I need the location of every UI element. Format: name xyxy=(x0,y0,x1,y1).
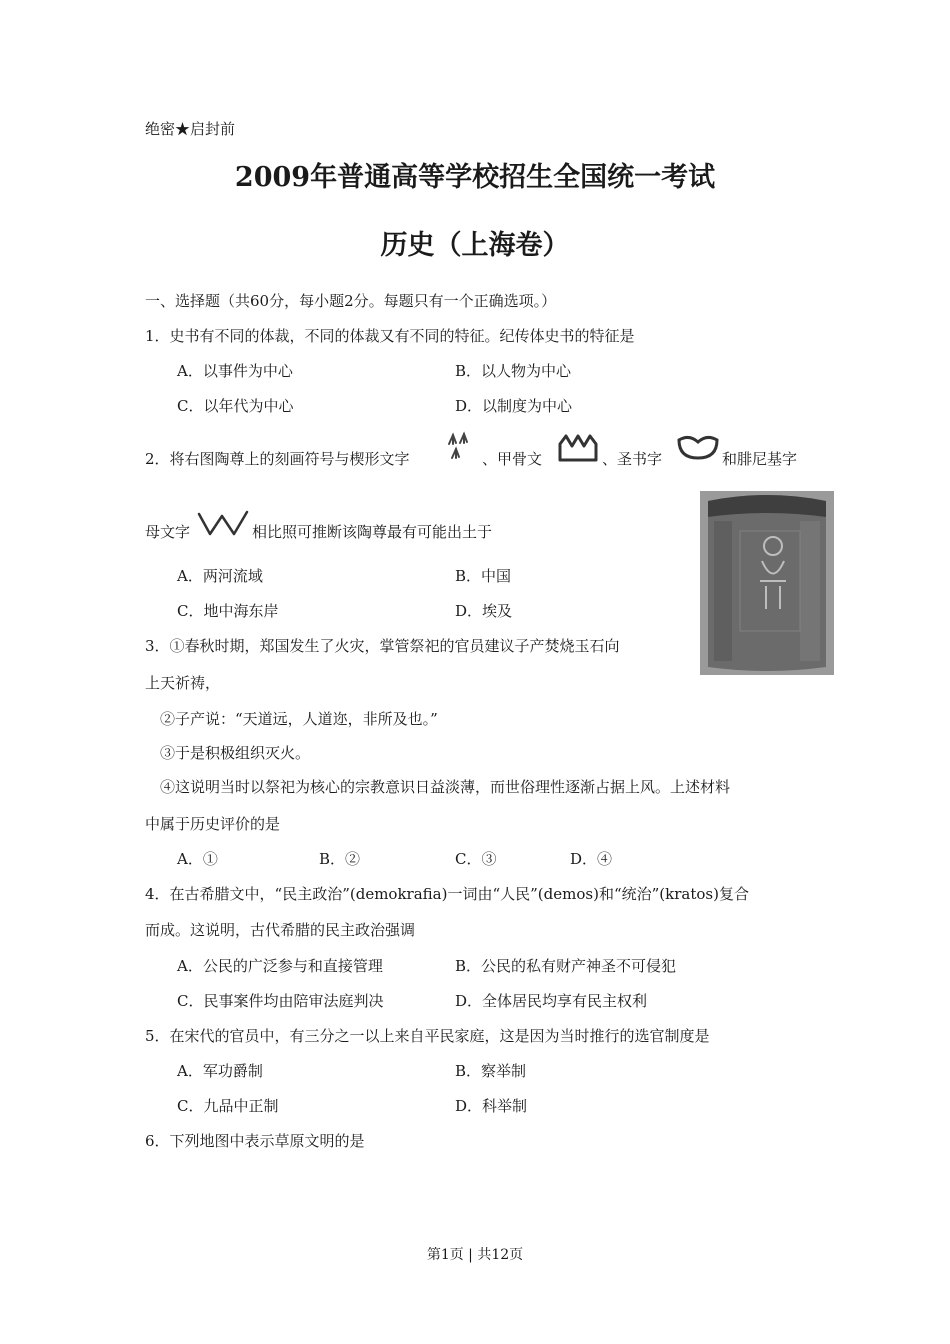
q1-stem: 1．史书有不同的体裁，不同的体裁又有不同的特征。纪传体史书的特征是 xyxy=(145,327,635,345)
q2-option-b: B．中国 xyxy=(455,567,512,585)
q2-text-1: 2．将右图陶尊上的刻画符号与楔形文字 xyxy=(145,450,410,468)
exam-subtitle: 历史（上海卷） xyxy=(380,230,570,261)
q2-text-6: 相比照可推断该陶尊最有可能出土于 xyxy=(252,523,493,541)
q4-option-a: A．公民的广泛参与和直接管理 xyxy=(177,957,383,975)
section-heading: 一、选择题（共60分，每小题2分。每题只有一个正确选项。） xyxy=(145,292,557,310)
secret-label: 绝密★启封前 xyxy=(145,120,236,138)
q1-option-a: A．以事件为中心 xyxy=(177,362,293,380)
q4-option-c: C．民事案件均由陪审法庭判决 xyxy=(177,992,384,1010)
q2-option-c: C．地中海东岸 xyxy=(177,602,279,620)
q4-line-2: 而成。这说明，古代希腊的民主政治强调 xyxy=(145,921,416,939)
q2-option-a: A．两河流域 xyxy=(177,567,263,585)
phoenician-glyph-icon xyxy=(196,508,250,538)
q3-option-c: C．③ xyxy=(455,850,497,868)
q4-option-b: B．公民的私有财产神圣不可侵犯 xyxy=(455,957,677,975)
q3-option-d: D．④ xyxy=(570,850,613,868)
q5-option-d: D．科举制 xyxy=(455,1097,528,1115)
cuneiform-glyph-icon xyxy=(444,430,482,464)
q2-option-d: D．埃及 xyxy=(455,602,513,620)
q2-text-2: 、甲骨文 xyxy=(482,450,543,468)
q3-line-5: ④这说明当时以祭祀为核心的宗教意识日益淡薄，而世俗理性逐渐占据上风。上述材料 xyxy=(160,778,731,796)
q4-line-1: 4．在古希腊文中，“民主政治”(demokrafia)一词由“人民”(demos)和“统治”(kratos)复合 xyxy=(145,885,749,903)
q3-line-6: 中属于历史评价的是 xyxy=(145,815,281,833)
hieroglyph-glyph-icon xyxy=(675,432,721,462)
q5-option-c: C．九品中正制 xyxy=(177,1097,279,1115)
q2-text-5: 母文字 xyxy=(145,523,191,541)
q3-line-3: ②子产说：“天道远，人道迩，非所及也。” xyxy=(160,710,438,728)
oracle-bone-glyph-icon xyxy=(556,432,600,464)
q3-option-b: B．② xyxy=(319,850,361,868)
q6-stem: 6．下列地图中表示草原文明的是 xyxy=(145,1132,365,1150)
pottery-jar-image xyxy=(700,491,834,675)
q3-option-a: A．① xyxy=(177,850,218,868)
page-footer: 第1页 | 共12页 xyxy=(426,1247,524,1263)
q2-text-4: 和腓尼基字 xyxy=(722,450,798,468)
q3-line-1: 3．①春秋时期，郑国发生了火灾，掌管祭祀的官员建议子产焚烧玉石向 xyxy=(145,637,620,655)
q5-option-b: B．察举制 xyxy=(455,1062,527,1080)
exam-title: 2009年普通高等学校招生全国统一考试 xyxy=(234,162,716,193)
q1-option-c: C．以年代为中心 xyxy=(177,397,294,415)
q3-line-2: 上天祈祷， xyxy=(145,674,221,692)
q1-option-b: B．以人物为中心 xyxy=(455,362,572,380)
q1-option-d: D．以制度为中心 xyxy=(455,397,573,415)
q4-option-d: D．全体居民均享有民主权利 xyxy=(455,992,648,1010)
q5-stem: 5．在宋代的官员中，有三分之一以上来自平民家庭，这是因为当时推行的选官制度是 xyxy=(145,1027,710,1045)
q3-line-4: ③于是积极组织灭火。 xyxy=(160,744,311,762)
q2-text-3: 、圣书字 xyxy=(602,450,663,468)
q5-option-a: A．军功爵制 xyxy=(177,1062,263,1080)
